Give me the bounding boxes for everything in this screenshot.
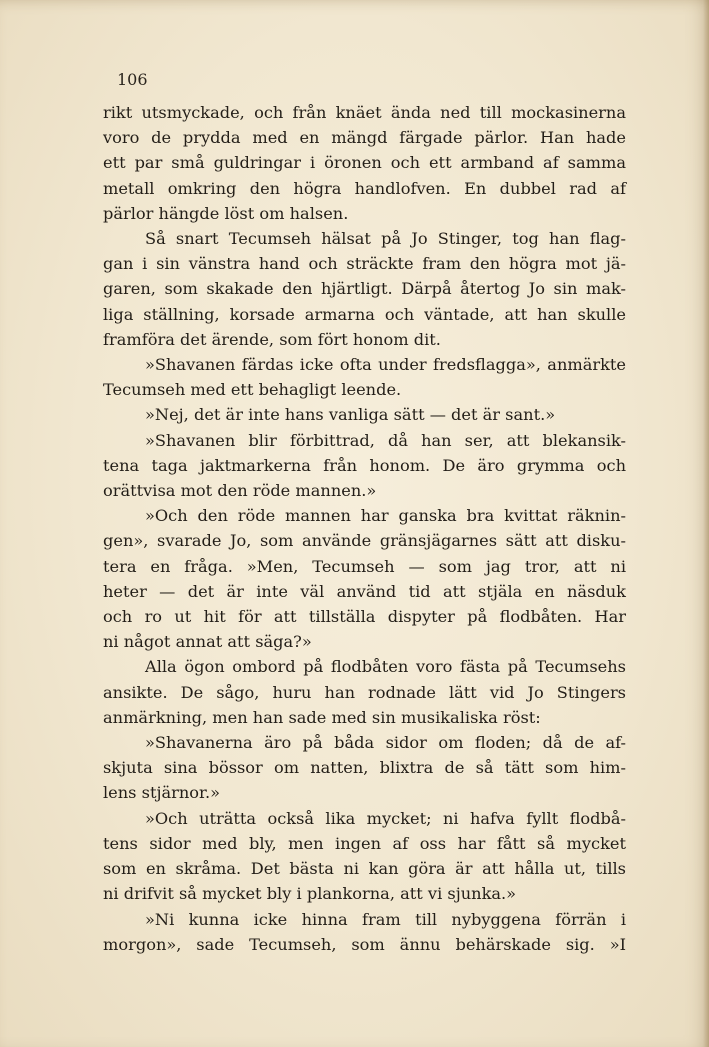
paragraph <box>103 907 626 957</box>
text-line: voro de prydda med en mängd färgade pärlor. Han hade <box>103 128 626 148</box>
body-text <box>103 100 626 957</box>
text-line: pärlor hängde löst om halsen. <box>103 203 349 223</box>
page-edge-shadow <box>703 0 709 1047</box>
paragraph <box>103 654 626 730</box>
text-line: metall omkring den högra handlofven. En dubbel rad af <box>103 178 626 198</box>
text-line: »Nej, det är inte hans vanliga sätt — det är sant.» <box>145 405 556 425</box>
paragraph <box>103 428 626 504</box>
text-line: tena taga jaktmarkerna från honom. De äro grymma och <box>103 455 626 475</box>
text-line: framföra det ärende, som fört honom dit. <box>103 329 441 349</box>
text-line: »Ni kunna icke hinna fram till nybyggena förrän i <box>145 909 626 929</box>
text-line: »Och den röde mannen har ganska bra kvittat räknin- <box>145 506 626 526</box>
text-line: Så snart Tecumseh hälsat på Jo Stinger, tog han flag- <box>145 229 626 249</box>
text-line: ni något annat att säga?» <box>103 632 312 652</box>
text-line: gan i sin vänstra hand och sträckte fram den högra mot jä- <box>103 254 626 274</box>
text-line: gen», svarade Jo, som använde gränsjägarnes sätt att disku- <box>103 531 626 551</box>
paragraph <box>103 503 626 654</box>
text-line: »Och uträtta också lika mycket; ni hafva fyllt flodbå- <box>145 808 626 828</box>
text-line: tera en fråga. »Men, Tecumseh — som jag tror, att ni <box>103 556 626 576</box>
text-line: rikt utsmyckade, och från knäet ända ned till mockasinerna <box>103 103 626 122</box>
text-line: »Shavanen blir förbittrad, då han ser, att blekansik- <box>145 430 626 450</box>
text-line: liga ställning, korsade armarna och väntade, att han skulle <box>103 304 626 324</box>
text-line: ansikte. De sågo, huru han rodnade lätt vid Jo Stingers <box>103 682 626 702</box>
text-line: ni drifvit så mycket bly i plankorna, att vi sjunka.» <box>103 884 517 904</box>
text-line: garen, som skakade den hjärtligt. Därpå återtog Jo sin mak- <box>103 279 626 299</box>
text-line: tens sidor med bly, men ingen af oss har fått så mycket <box>103 833 626 853</box>
text-line: som en skråma. Det bästa ni kan göra är att hålla ut, tills <box>103 859 626 879</box>
paragraph <box>103 730 626 806</box>
text-line: »Shavanen färdas icke ofta under fredsflagga», anmärkte <box>145 355 626 375</box>
paragraph <box>103 402 626 427</box>
paragraph <box>103 226 626 352</box>
text-line: heter — det är inte väl använd tid att stjäla en näsduk <box>103 581 626 601</box>
text-line: och ro ut hit för att tillställa dispyter på flodbåten. Har <box>103 607 626 627</box>
text-line: anmärkning, men han sade med sin musikaliska röst: <box>103 707 541 727</box>
text-line: orättvisa mot den röde mannen.» <box>103 481 377 501</box>
text-line: skjuta sina bössor om natten, blixtra de så tätt som him- <box>103 758 626 778</box>
text-line: morgon», sade Tecumseh, som ännu behärskade sig. »I <box>103 934 626 954</box>
text-line: »Shavanerna äro på båda sidor om floden; då de af- <box>145 733 626 753</box>
text-line: ett par små guldringar i öronen och ett armband af samma <box>103 153 626 173</box>
paragraph <box>103 100 626 226</box>
paragraph <box>103 352 626 402</box>
paragraph <box>103 806 626 907</box>
page-number: 106 <box>117 70 148 89</box>
text-line: Tecumseh med ett behagligt leende. <box>103 380 402 400</box>
text-line: lens stjärnor.» <box>103 783 221 803</box>
text-line: Alla ögon ombord på flodbåten voro fästa på Tecumsehs <box>145 657 626 677</box>
